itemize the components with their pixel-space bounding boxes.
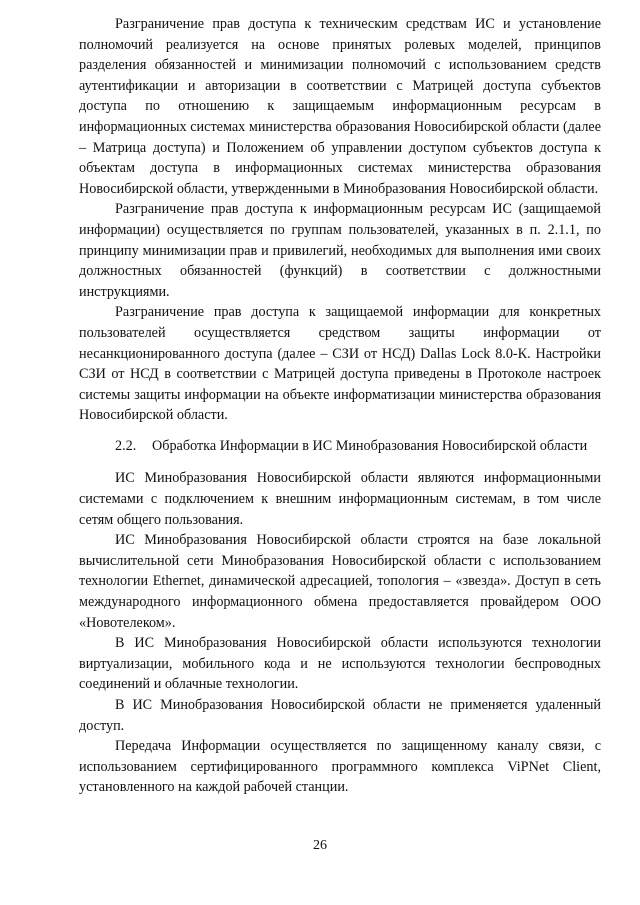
section-number: 2.2.	[115, 437, 137, 454]
section-heading	[79, 436, 601, 457]
section-title: Обработка Информации в ИС Минобразования Новосибирской области	[152, 437, 588, 454]
paragraph-vipnet-transfer: Передача Информации осуществляется по защищенному каналу связи, с использованием сертифицированного программного комплекса ViPNet Client, установленного на каждой рабочей станции.	[79, 738, 601, 796]
paragraph-virtualization: В ИС Минобразования Новосибирской области используются технологии виртуализации, мобильного кода и не используются технологии беспроводных соединений и облачные технологии.	[79, 635, 601, 693]
paragraph-is-external-connection: ИС Минобразования Новосибирской области являются информационными системами с подключением к внешним информационным системам, в том числе сетям общего пользования.	[79, 470, 601, 528]
paragraph-access-technical-means: Разграничение прав доступа к техническим средствам ИС и установление полномочий реализуется на основе принятых ролевых моделей, принципов разделения обязанностей и минимизации полномочий с использованием средств аутентификации и авторизации в соответствии с Матрицей доступа субъектов доступа по отношению к защищаемым информационным ресурсам в информационных системах министерства образования Новосибирской области (далее – Матрица доступа) и Положением об управлении доступом субъектов доступа к объектам доступа в информационных системах министерства образования Новосибирской области, утвержденными в Минобразования Новосибирской области.	[79, 16, 601, 197]
paragraph-access-info-resources: Разграничение прав доступа к информационным ресурсам ИС (защищаемой информации) осуществляется по группам пользователей, указанных в п. 2.1.1, по принципу минимизации прав и привилегий, необходимых для выполнения ими своих должностных обязанностей (функций) в соответствии с должностными инструкциями.	[79, 201, 601, 300]
paragraph-no-remote-access: В ИС Минобразования Новосибирской области не применяется удаленный доступ.	[79, 697, 601, 734]
paragraph-lan-ethernet: ИС Минобразования Новосибирской области строятся на базе локальной вычислительной сети Минобразования Новосибирской области с использованием технологии Ethernet, динамической адресацией, топология – «звезда». Доступ в сеть международного информационного обмена предоставляется провайдером ООО «Новотелеком».	[79, 532, 601, 631]
paragraph-access-protected-info: Разграничение прав доступа к защищаемой информации для конкретных пользователей осуществляется средством защиты информации от несанкционированного доступа (далее – СЗИ от НСД) Dallas Lock 8.0-К. Настройки СЗИ от НСД в соответствии с Матрицей доступа приведены в Протоколе настроек системы защиты информации на объекте информатизации министерства образования Новосибирской области.	[79, 304, 601, 424]
page-content	[79, 14, 601, 798]
page-number: 26	[313, 838, 327, 853]
